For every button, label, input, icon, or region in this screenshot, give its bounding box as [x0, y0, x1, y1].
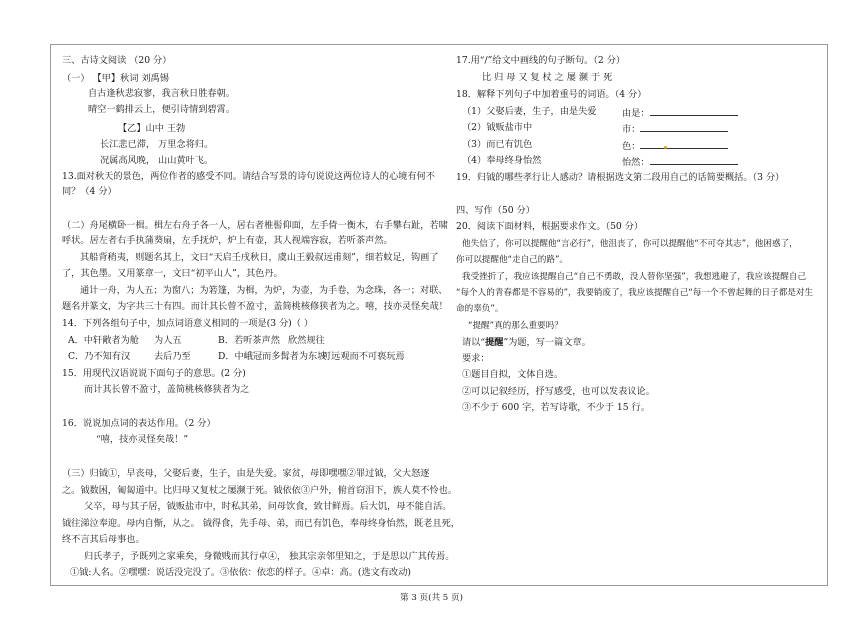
question-18: 18．解释下列句子中加着重号的词语。（4 分） — [456, 89, 647, 100]
passage-3-line-3: 父卒，母与其子居，钺贩盐市中，时私其弟，问母饮食，致甘鲜焉。后大饥，母不能自活。 — [84, 501, 452, 512]
answer-blank[interactable] — [650, 106, 738, 116]
page-number: 第 3 页(共 5 页) — [400, 593, 463, 603]
question-20: 20．阅读下面材料，根据要求作文。（50 分） — [456, 221, 644, 232]
answer-blank[interactable] — [640, 139, 728, 149]
question-18-item-4: （4）奉母终身怡然 — [462, 155, 542, 166]
question-14-option-d: D．中峨冠而多髯者为东坡 — [218, 351, 327, 362]
marker-dot — [664, 146, 667, 149]
question-16-sentence: “嘻，技亦灵怪矣哉！” — [96, 434, 189, 445]
question-19: 19．归钺的哪些孝行让人感动？请根据选文第二段用自己的话简要概括。（3 分） — [456, 172, 785, 183]
material-line-2: 你可以提醒他“走自己的路”。 — [456, 255, 569, 265]
material-line-6: “提醒”真的那么重要吗？ — [468, 321, 563, 331]
section-4-title: 四、写作（50 分） — [456, 205, 535, 216]
question-18-item-2-answer: 市： — [622, 122, 728, 136]
passage-2-line-1: （二）舟尾横卧一楫。楫左右舟子各一人，居右者椎髻仰面，左手倚一衡木，右手攀右趾，若啸 — [62, 220, 448, 231]
passage-2-line-5: 通计一舟，为人五；为窗八；为箬篷，为楫，为炉，为壶，为手卷，为念珠，各一；对联、 — [80, 285, 448, 296]
material-line-1: 他失信了，你可以提醒他“言必行”，他沮丧了，你可以提醒他“不可夺其志”，他困惑了， — [462, 239, 798, 249]
question-16: 16．说说加点词的表达作用。（2 分） — [62, 418, 216, 429]
passage-3-line-2: 之。钺数困，匍匐道中。比归母又复杖之屡濒于死。钺依依③户外，俯首窃泪下，族人莫不怜也。 — [62, 485, 458, 496]
question-14-option-b: B．若听茶声然 — [218, 335, 280, 346]
question-18-item-3: （3）而已有饥色 — [462, 139, 533, 150]
poem-b-line-2: 况属高风晚， 山山黄叶飞。 — [100, 155, 214, 166]
question-13-line-1: 13.面对秋天的景色，两位作者的感受不同。请结合写景的诗句说说这两位诗人的心境有何不 — [62, 171, 435, 182]
requirements-heading: 要求： — [462, 353, 490, 364]
answer-blank[interactable] — [650, 155, 738, 165]
poem-a-heading: （一） 【甲】秋词 刘禹锡 — [62, 73, 169, 84]
passage-3-line-6: 归氏孝子，予既列之家乘矣，身微贱而其行卓④， 独其宗亲邻里知之，于是思以广其传焉。 — [84, 551, 455, 562]
passage-2-line-4: 了，其色墨。又用篆章一，文曰“初平山人”，其色丹。 — [62, 268, 283, 279]
question-14-option-c: C．乃不知有汉 — [68, 351, 131, 362]
requirement-2: ②可以记叙经历，抒写感受，也可以发表议论。 — [462, 386, 655, 397]
question-15: 15．用现代汉语说说下面句子的意思。(2 分) — [62, 368, 246, 379]
poem-b-heading: 【乙】山中 王勃 — [118, 123, 186, 134]
material-line-5: 命的辜负”。 — [456, 304, 504, 314]
passage-3-line-1: （三）归钺①，早丧母，父娶后妻，生子，由是失爱。家贫，母即嘿嘿②罪过钺，父大怒逐 — [62, 468, 430, 479]
material-line-3: 我受挫折了，我应该提醒自己“自己不勇敢，没人替你坚强”，我想逃避了，我应该提醒自己 — [462, 272, 807, 282]
requirement-3: ③不少于 600 字，若写诗歌，不少于 15 行。 — [462, 402, 650, 413]
question-14-option-d-second: 可远观而不可亵玩焉 — [322, 351, 405, 362]
poem-a-line-1: 自古逢秋悲寂寥，我言秋日胜春朝。 — [88, 88, 235, 99]
passage-2-line-2: 呼状。居左者右手执蒲葵扇，左手抚炉，炉上有壶，其人视端容寂，若听茶声然。 — [62, 235, 393, 246]
question-15-sentence: 而计其长曾不盈寸，盖简桃核修狭者为之 — [84, 384, 250, 395]
passage-2-line-6: 题名并篆文，为字共三十有四。而计其长曾不盈寸，盖简桃核修狭者为之。嘻，技亦灵怪矣哉！ — [62, 301, 448, 312]
question-17: 17.用“/”给文中画线的句子断句。（2 分） — [456, 55, 626, 66]
question-18-item-1: （1）父娶后妻，生子，由是失爱 — [462, 106, 597, 117]
material-line-4: “每个人的青春都是不容易的”，我要销废了，我应该提醒自己“每一个不曾起舞的日子都是对生 — [456, 288, 814, 298]
question-14-option-b-second: 欣然规往 — [288, 335, 325, 346]
question-18-item-4-answer: 怡然： — [622, 155, 738, 169]
question-13-line-2: 同？（4 分） — [62, 186, 117, 197]
question-18-item-2: （2）钺贩盐市中 — [462, 122, 533, 133]
question-14-option-a-second: 为人五 — [154, 335, 182, 346]
question-14: 14．下列各组句子中，加点词语意义相同的一项是(3 分)（ ） — [62, 318, 314, 329]
question-18-item-1-answer: 由是： — [622, 106, 738, 120]
requirement-1: ①题目自拟，文体自选。 — [462, 369, 564, 380]
passage-3-line-5: 终不言其后母事也。 — [62, 534, 145, 545]
passage-3-footnote: ①钺:人名。②嘿嘿：说话没完没了。③依依：依恋的样子。④卓：高。(选文有改动) — [70, 567, 412, 578]
question-14-option-c-second: 去后乃至 — [154, 351, 191, 362]
section-3-title: 三、古诗文阅读 （20 分） — [62, 55, 172, 66]
writing-prompt: 请以“提醒”为题，写一篇文章。 — [462, 337, 591, 348]
question-17-sentence: 比 归 母 又 复 杖 之 屡 濒 于 死 — [482, 72, 613, 83]
poem-b-line-1: 长江悲已滞， 万里念将归。 — [100, 139, 214, 150]
essay-title: 提醒 — [485, 337, 504, 348]
poem-a-line-2: 晴空一鹤排云上，便引诗情到碧霄。 — [88, 104, 235, 115]
answer-blank[interactable] — [640, 122, 728, 132]
passage-3-line-4: 钺往涕泣奉迎。母内自惭，从之。 钺得食，先手母、弟，而已有饥色，奉母终身怡然，既老且死， — [62, 518, 460, 529]
question-14-option-a: A．中轩敞者为舱 — [68, 335, 139, 346]
passage-2-line-3: 其船背稍夷，则题名其上，文曰“天启壬戌秋日，虞山王毅叔远甫刻”，细若蚊足，钩画了 — [80, 252, 439, 263]
question-18-item-3-answer: 色： — [622, 139, 728, 153]
